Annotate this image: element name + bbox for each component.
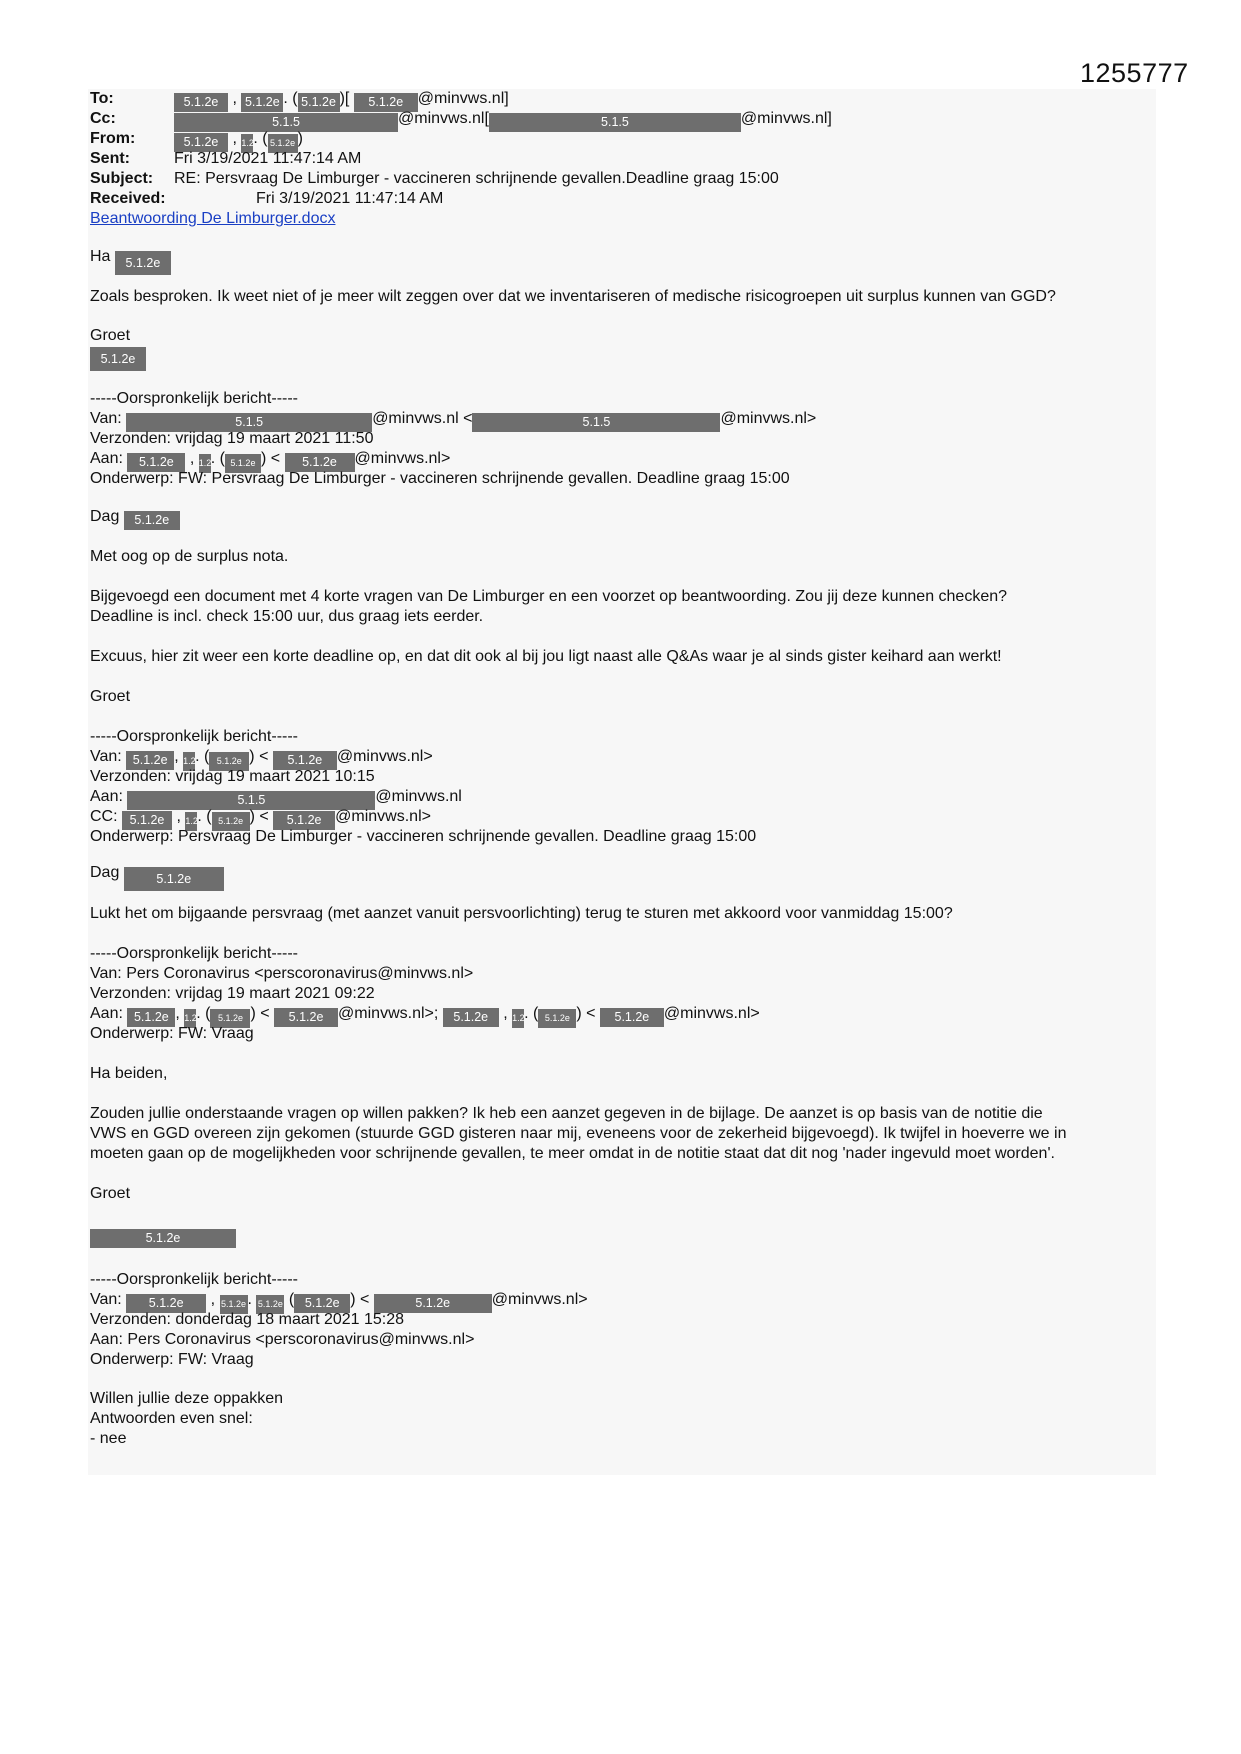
verzonden-line xyxy=(90,429,373,449)
verzonden-value: vrijdag 19 maart 2021 09:22 xyxy=(175,985,375,1002)
onderwerp-label: Onderwerp: xyxy=(90,470,174,487)
message-line: Antwoorden even snel: xyxy=(90,1410,253,1427)
redaction: 5.1.2e xyxy=(241,93,283,112)
original-message-divider: -----Oorspronkelijk bericht----- xyxy=(90,945,299,962)
redaction: 5.1.2e xyxy=(294,1294,350,1313)
redaction: 5.1.2e xyxy=(273,751,337,770)
to-label: To: xyxy=(90,90,114,107)
van-line: Van: 5.1.2e , 1.2. ( 5.1.2e ) < 5.1.2e @minvws.nl> xyxy=(90,747,433,771)
verzonden-value: vrijdag 19 maart 2021 11:50 xyxy=(175,430,374,447)
message-line: - nee xyxy=(90,1430,127,1447)
email-domain: @minvws.nl < xyxy=(372,410,473,427)
message-paragraph: VWS en GGD overeen zijn gekomen (stuurde GGD gisteren naar mij, eveneens voor de zekerheid bijgevoegd). Ik twijfel in hoeverre we in xyxy=(90,1125,1067,1142)
cc-label: CC: xyxy=(90,808,118,825)
redaction: 5.1.2e xyxy=(90,1229,236,1248)
redaction: 5.1.2e xyxy=(127,1008,175,1027)
attachment-link[interactable]: Beantwoording De Limburger.docx xyxy=(90,210,336,227)
closing: Groet xyxy=(90,327,131,344)
onderwerp-value: Persvraag De Limburger - vaccineren schrijnende gevallen. Deadline graag 15:00 xyxy=(178,828,757,845)
van-label: Van: xyxy=(90,410,122,427)
email-domain: @minvws.nl[ xyxy=(398,110,489,127)
redaction: 5.1.2e xyxy=(210,1009,250,1028)
message-paragraph: Met oog op de surplus nota. xyxy=(90,548,289,565)
onderwerp-value: FW: Vraag xyxy=(178,1025,254,1042)
subject-line xyxy=(90,169,779,189)
subject-value: RE: Persvraag De Limburger - vaccineren schrijnende gevallen.Deadline graag 15:00 xyxy=(174,170,779,187)
redaction: 5.1.2e xyxy=(274,1008,338,1027)
redaction: 5.1.2e xyxy=(225,454,261,473)
aan-line: Aan: 5.1.2e , 1.2. ( 5.1.2e ) < 5.1.2e @minvws.nl> xyxy=(90,449,450,473)
email-domain: @minvws.nl>; xyxy=(338,1005,439,1022)
redaction: 5.1.2e xyxy=(124,867,224,891)
email-domain: @minvws.nl] xyxy=(417,90,509,107)
cc-line: CC: 5.1.2e , 1.2. ( 5.1.2e ) < 5.1.2e @minvws.nl> xyxy=(90,807,431,831)
signature-line xyxy=(90,1225,236,1248)
redaction: 5.1.2e xyxy=(174,93,228,112)
original-message-divider: -----Oorspronkelijk bericht----- xyxy=(90,390,299,407)
message-paragraph: Zoals besproken. Ik weet niet of je meer wilt zeggen over dat we inventariseren of medische risicogroepen uit surplus kunnen van GGD? xyxy=(90,288,1056,305)
sent-label: Sent: xyxy=(90,150,130,167)
redaction: 1.2 xyxy=(241,134,253,153)
verzonden-line xyxy=(90,767,375,787)
from-line: From: 5.1.2e , 1.2. ( 5.1.2e ) xyxy=(90,129,303,153)
redaction: 5.1.2e xyxy=(354,93,418,112)
aan-line: Aan: 5.1.2e , 1.2. ( 5.1.2e ) < 5.1.2e @minvws.nl>; 5.1.2e , 1.2. ( 5.1.2e ) < 5.1.2e @minvws.nl> xyxy=(90,1004,760,1028)
redaction: 5.1.2e xyxy=(220,1295,248,1314)
from-label: From: xyxy=(90,130,136,147)
to-line: To: 5.1.2e , 5.1.2e . ( 5.1.2e )[ 5.1.2e @minvws.nl] xyxy=(90,89,509,112)
aan-line xyxy=(90,1330,474,1350)
redaction: 5.1.5 xyxy=(127,791,375,810)
sent-value: Fri 3/19/2021 11:47:14 AM xyxy=(174,150,362,167)
redaction: 5.1.2e xyxy=(298,93,340,112)
email-domain: @minvws.nl> xyxy=(335,808,431,825)
onderwerp-value: FW: Persvraag De Limburger - vaccineren schrijnende gevallen. Deadline graag 15:00 xyxy=(178,470,790,487)
closing: Groet xyxy=(90,1185,131,1202)
redaction: 1.2 xyxy=(184,1009,196,1028)
redaction: 5.1.5 xyxy=(174,113,398,132)
redaction: 5.1.2e xyxy=(600,1008,664,1027)
aan-label: Aan: xyxy=(90,1005,123,1022)
document-number: 1255777 xyxy=(1080,58,1189,88)
message-paragraph: Deadline is incl. check 15:00 uur, dus graag iets eerder. xyxy=(90,608,484,625)
verzonden-label: Verzonden: xyxy=(90,1311,171,1328)
greeting: Ha xyxy=(90,248,111,265)
redaction: 5.1.2e xyxy=(174,133,228,152)
redaction: 5.1.5 xyxy=(489,113,741,132)
redaction: 5.1.2e xyxy=(256,1295,284,1314)
greeting: Dag xyxy=(90,508,120,525)
redaction: 1.2 xyxy=(185,812,197,831)
onderwerp-value: FW: Vraag xyxy=(178,1351,254,1368)
closing: Groet xyxy=(90,688,131,705)
verzonden-value: vrijdag 19 maart 2021 10:15 xyxy=(175,768,375,785)
redaction: 5.1.2e xyxy=(273,811,335,830)
verzonden-line xyxy=(90,984,375,1004)
redaction: 5.1.2e xyxy=(374,1294,492,1313)
message-paragraph: Bijgevoegd een document met 4 korte vragen van De Limburger en een voorzet op beantwoording. Zou jij deze kunnen checken? xyxy=(90,588,1008,605)
sent-line xyxy=(90,149,361,169)
email-domain: @minvws.nl> xyxy=(336,748,433,765)
subject-label: Subject: xyxy=(90,170,154,187)
aan-label: Aan: xyxy=(90,450,123,467)
redaction: 5.1.2e xyxy=(268,134,298,153)
redaction: 5.1.2e xyxy=(115,251,171,275)
redaction: 5.1.2e xyxy=(126,1294,206,1313)
redaction: 5.1.2e xyxy=(538,1009,576,1028)
original-message-divider: -----Oorspronkelijk bericht----- xyxy=(90,728,299,745)
van-label: Van: xyxy=(90,965,122,982)
onderwerp-line xyxy=(90,1350,254,1370)
redaction: 5.1.2e xyxy=(126,751,174,770)
redaction: 1.2 xyxy=(512,1009,524,1028)
verzonden-value: donderdag 18 maart 2021 15:28 xyxy=(175,1311,405,1328)
received-line xyxy=(90,189,443,209)
email-domain: @minvws.nl] xyxy=(740,110,832,127)
greeting-line xyxy=(90,507,180,530)
message-paragraph: Excuus, hier zit weer een korte deadline op, en dat dit ook al bij jou ligt naast alle Q&As waar je al sinds gister keihard aan werkt! xyxy=(90,648,1002,665)
original-message-divider: -----Oorspronkelijk bericht----- xyxy=(90,1271,299,1288)
redaction: 5.1.2e xyxy=(209,752,249,771)
redaction: 5.1.5 xyxy=(472,413,720,432)
onderwerp-line xyxy=(90,1024,254,1044)
message-paragraph: moeten gaan op de mogelijkheden voor schrijnende gevallen, te meer omdat in de notitie staat dat dit nog 'nader ingevuld moet worden'. xyxy=(90,1145,1055,1162)
redaction: 5.1.2e xyxy=(90,347,146,371)
redaction: 5.1.2e xyxy=(443,1008,499,1027)
van-value: Pers Coronavirus <perscoronavirus@minvws.nl> xyxy=(126,965,474,982)
verzonden-label: Verzonden: xyxy=(90,430,171,447)
greeting: Dag xyxy=(90,864,120,881)
redaction: 5.1.2e xyxy=(122,811,172,830)
redaction: 1.2 xyxy=(183,752,195,771)
email-domain: @minvws.nl> xyxy=(720,410,817,427)
message-line: Willen jullie deze oppakken xyxy=(90,1390,283,1407)
greeting: Ha beiden, xyxy=(90,1065,168,1082)
greeting-line xyxy=(90,247,171,275)
received-value: Fri 3/19/2021 11:47:14 AM xyxy=(256,190,444,207)
attachment-link-row xyxy=(90,209,335,229)
verzonden-label: Verzonden: xyxy=(90,768,171,785)
greeting-line xyxy=(90,863,224,891)
email-domain: @minvws.nl xyxy=(375,788,462,805)
aan-label: Aan: xyxy=(90,1331,123,1348)
van-line xyxy=(90,964,473,984)
cc-label: Cc: xyxy=(90,110,116,127)
verzonden-label: Verzonden: xyxy=(90,985,171,1002)
onderwerp-label: Onderwerp: xyxy=(90,1351,174,1368)
message-paragraph: Lukt het om bijgaande persvraag (met aanzet vanuit persvoorlichting) terug te sturen met akkoord voor vanmiddag 15:00? xyxy=(90,905,953,922)
verzonden-line xyxy=(90,1310,404,1330)
redaction: 5.1.2e xyxy=(212,812,250,831)
email-domain: @minvws.nl> xyxy=(663,1005,760,1022)
email-domain: @minvws.nl> xyxy=(354,450,451,467)
onderwerp-label: Onderwerp: xyxy=(90,828,174,845)
van-line: Van: 5.1.2e , 5.1.2e. 5.1.2e ( 5.1.2e ) < 5.1.2e @minvws.nl> xyxy=(90,1290,588,1314)
onderwerp-line xyxy=(90,827,756,847)
aan-label: Aan: xyxy=(90,788,123,805)
redaction: 1.2 xyxy=(199,454,211,473)
redaction: 5.1.2e xyxy=(285,453,355,472)
onderwerp-label: Onderwerp: xyxy=(90,1025,174,1042)
redaction: 5.1.2e xyxy=(127,453,185,472)
email-domain: @minvws.nl> xyxy=(491,1291,588,1308)
redaction: 5.1.2e xyxy=(124,511,180,530)
message-paragraph: Zouden jullie onderstaande vragen op willen pakken? Ik heb een aanzet gegeven in de bijlage. De aanzet is op basis van de notitie die xyxy=(90,1105,1043,1122)
aan-value: Pers Coronavirus <perscoronavirus@minvws.nl> xyxy=(127,1331,475,1348)
redaction: 5.1.5 xyxy=(126,413,372,432)
onderwerp-line xyxy=(90,469,790,489)
signature-line xyxy=(90,346,146,371)
van-label: Van: xyxy=(90,748,122,765)
van-label: Van: xyxy=(90,1291,122,1308)
received-label: Received: xyxy=(90,190,166,207)
email-page xyxy=(88,89,1156,1475)
